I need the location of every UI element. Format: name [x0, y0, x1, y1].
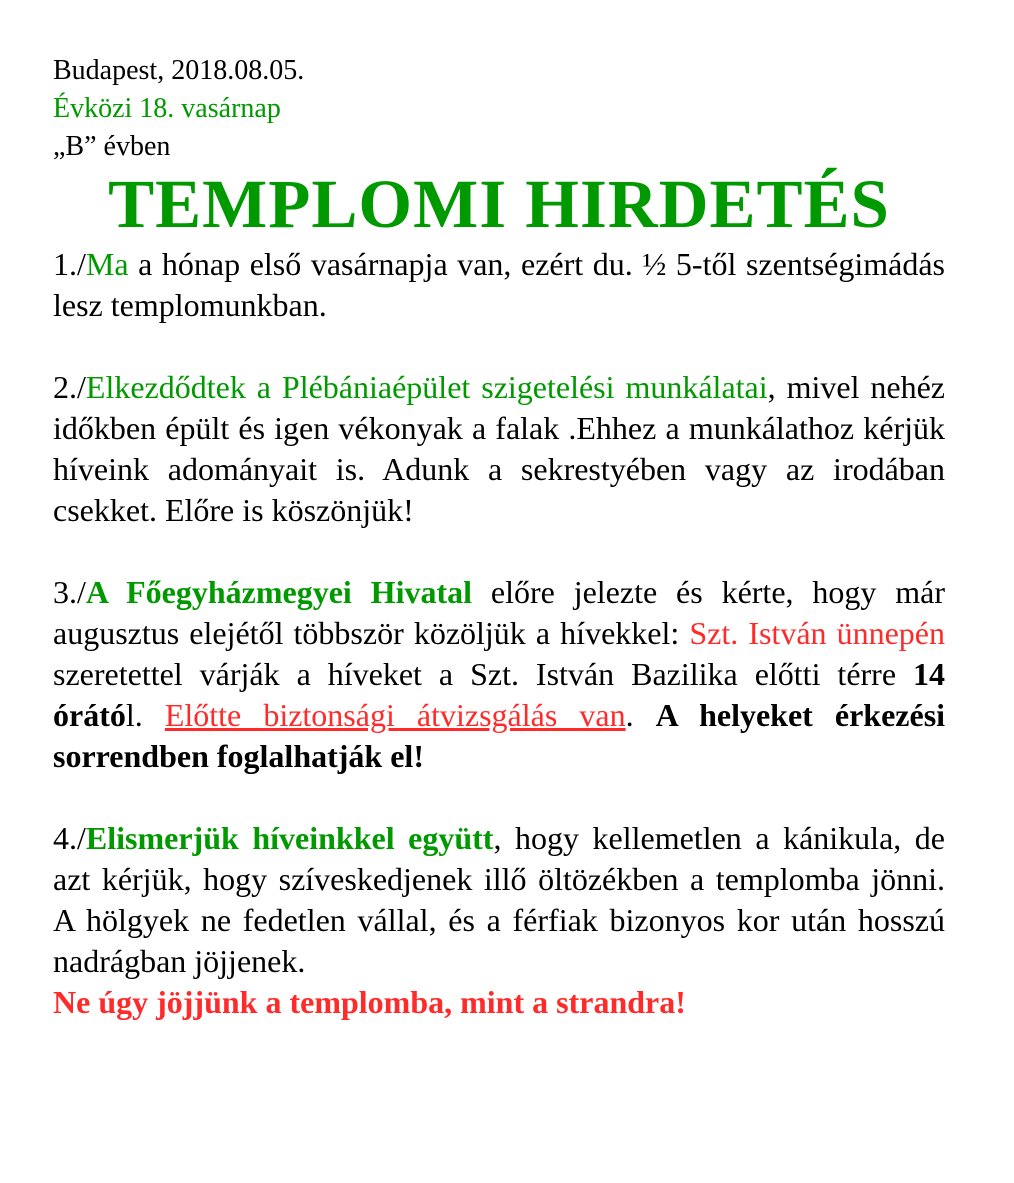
notice-1 [53, 244, 945, 326]
notice-text: előre jelezte és kérte, hogy már augusztus elejétől többször közöljük a hívekkel: [53, 574, 945, 651]
event-time: 14 órátó [53, 656, 945, 733]
place-date: Budapest, 2018.08.05. [53, 55, 305, 86]
spacer [53, 531, 945, 572]
feast-day-highlight: Szt. István ünnepén [689, 615, 946, 651]
notice-highlight: A Főegyházmegyei Hivatal [85, 574, 472, 610]
notice-4 [53, 818, 945, 982]
notice-highlight: Elkezdődtek a Plébániaépület szigetelési munkálatai [85, 369, 768, 405]
notice-2 [53, 367, 945, 531]
notice-highlight: Elismerjük híveinkkel együtt [85, 820, 494, 856]
notice-number: 1./ [53, 246, 86, 282]
notice-text: l. [125, 697, 165, 733]
closing-line: Ne úgy jöjjünk a templomba, mint a strandra! [53, 984, 686, 1020]
notice-3 [53, 572, 945, 777]
page-title: TEMPLOMI HIRDETÉS [108, 166, 890, 242]
notice-number: 2./ [53, 369, 86, 405]
year-cycle: „B” évben [53, 131, 171, 162]
notice-text: a hónap első vasárnapja van, ezért du. ½ 5-től szentségimádás lesz templomunkban. [53, 246, 945, 323]
spacer [53, 326, 945, 367]
seating-notice: A helyeket érkezési sorrendben foglalhatják el! [53, 697, 946, 774]
spacer [53, 777, 945, 818]
announcement-page [53, 52, 945, 1023]
notice-text: . [625, 697, 656, 733]
notice-number: 3./ [53, 574, 86, 610]
notice-text: , hogy kellemetlen a kánikula, de azt kérjük, hogy szíveskedjenek illő öltözékben a templomba jönni. A hölgyek ne fedetlen vállal, és a férfiak bizonyos kor után hosszú nadrágban jöjjenek. [53, 820, 946, 979]
notice-text: , mivel nehéz időkben épült és igen vékonyak a falak .Ehhez a munkálathoz kérjük híveink adományait is. Adunk a sekrestyében vagy az irodában csekket. Előre is köszönjük! [53, 369, 946, 528]
liturgical-day: Évközi 18. vasárnap [53, 93, 281, 124]
notice-number: 4./ [53, 820, 86, 856]
notice-text: szeretettel várják a híveket a Szt. István Bazilika előtti térre [53, 656, 913, 692]
security-check-notice: Előtte biztonsági átvizsgálás van [164, 697, 626, 733]
notice-highlight: Ma [85, 246, 129, 282]
